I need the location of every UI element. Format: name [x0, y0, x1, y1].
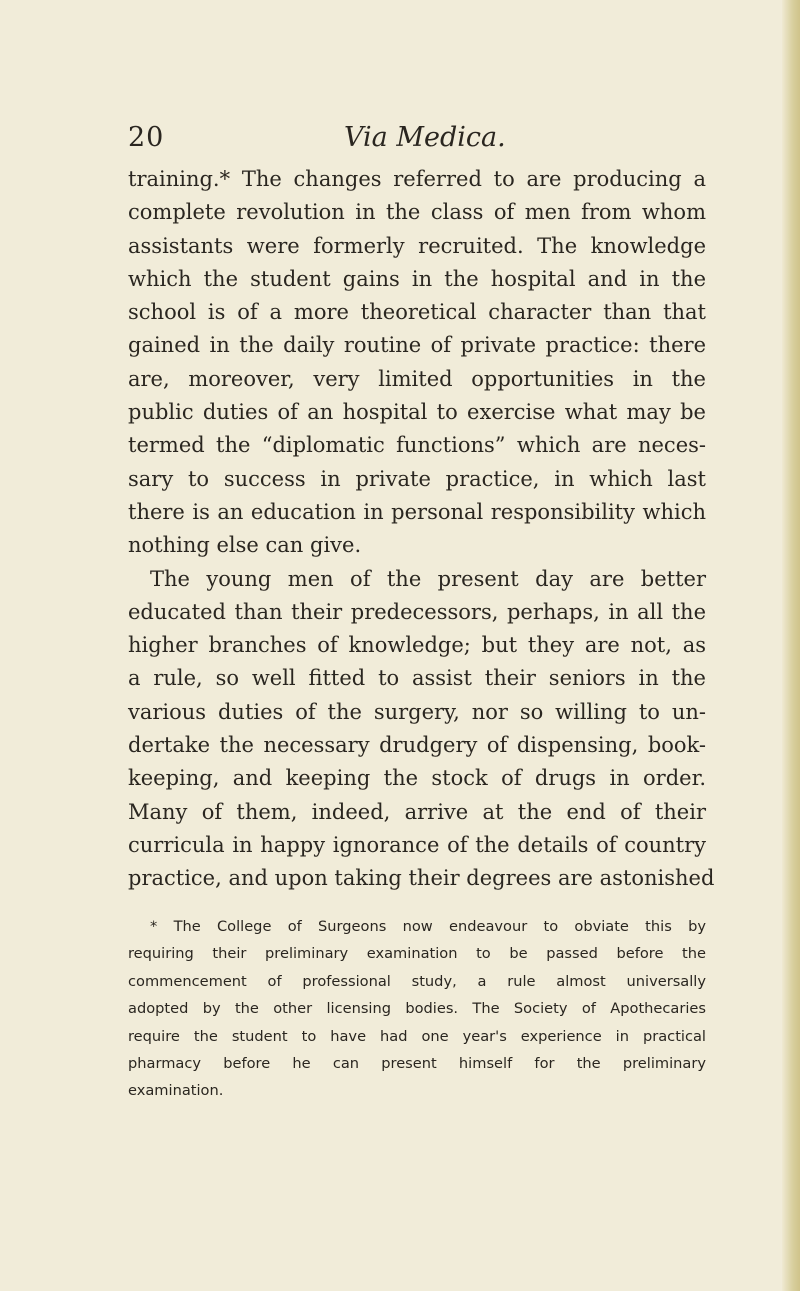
body-line: various duties of the surgery, nor so willing to un-: [128, 699, 706, 724]
footnote-line: * The College of Surgeons now endeavour to obviate this by: [150, 918, 706, 935]
footnote-line: require the student to have had one year's experience in practical: [128, 1027, 706, 1045]
page-edge: [782, 0, 800, 1291]
body-line: school is of a more theoretical character than that: [128, 300, 706, 325]
body-line: educated than their predecessors, perhaps, in all the: [128, 599, 706, 624]
body-line: The young men of the present day are better: [150, 566, 706, 591]
body-line: higher branches of knowledge; but they are not, as: [128, 633, 706, 658]
page-number: 20: [128, 122, 165, 153]
body-line: assistants were formerly recruited. The knowledge: [128, 233, 706, 258]
body-line: curricula in happy ignorance of the details of country: [128, 832, 706, 857]
body-line: dertake the necessary drudgery of dispensing, book-: [128, 733, 706, 758]
body-line: keeping, and keeping the stock of drugs in order.: [128, 766, 706, 791]
footnote-line: examination.: [128, 1082, 224, 1100]
footnote-line: adopted by the other licensing bodies. The Society of Apothecaries: [128, 1000, 706, 1018]
body-line: which the student gains in the hospital and in the: [128, 266, 706, 291]
body-text: [128, 163, 715, 896]
body-line: termed the “diplomatic functions” which are neces-: [128, 433, 706, 458]
body-line: Many of them, indeed, arrive at the end of their: [128, 799, 706, 824]
body-line: sary to success in private practice, in which last: [128, 466, 706, 491]
footnote-line: requiring their preliminary examination to be passed before the: [128, 945, 706, 963]
body-line: practice, and upon taking their degrees are astonished: [128, 866, 715, 891]
body-line: training.* The changes referred to are producing a: [128, 167, 706, 191]
footnote: [128, 913, 706, 1105]
running-title: Via Medica.: [344, 122, 506, 153]
body-line: nothing else can give.: [128, 533, 362, 558]
running-header: [0, 122, 800, 162]
body-line: complete revolution in the class of men from whom: [128, 200, 706, 225]
body-line: there is an education in personal responsibility which: [128, 499, 706, 524]
footnote-line: pharmacy before he can present himself for the preliminary: [128, 1055, 706, 1073]
body-line: a rule, so well fitted to assist their seniors in the: [128, 666, 706, 691]
footnote-line: commencement of professional study, a rule almost universally: [128, 972, 706, 990]
body-line: public duties of an hospital to exercise what may be: [128, 400, 706, 425]
body-line: gained in the daily routine of private practice: there: [128, 333, 706, 358]
body-line: are, moreover, very limited opportunities in the: [128, 366, 706, 391]
